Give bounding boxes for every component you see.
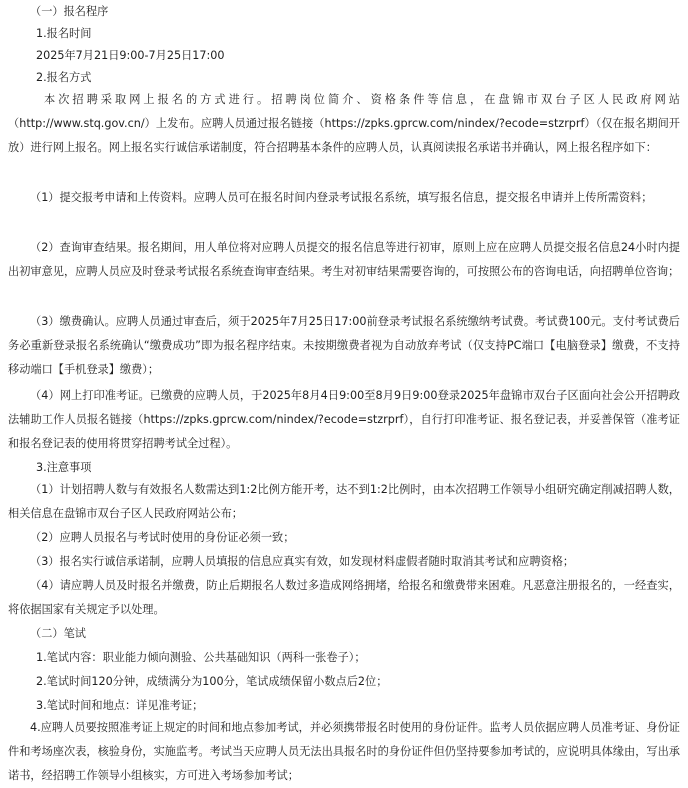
step-1: （1）提交报考申请和上传资料。应聘人员可在报名时间内登录考试报名系统，填写报名信息，提交报名申请并上传所需资料；	[30, 191, 653, 204]
reg-method-paragraph: 本次招聘采取网上报名的方式进行。招聘岗位简介、资格条件等信息，在盘锦市双台子区人民政府网站（http://www.stq.gov.cn/）上发布。应聘人员通过报名链接（https://zpks.gprcw.com/nindex/?ecode=stzrprf）（仅在报名期间开放）进行网上报名。网上报名实行诚信承诺制度，符合招聘基本条件的应聘人员，认真阅读报名承诺书并确认，网上报名程序如下：	[8, 93, 680, 154]
notes-title: 3.注意事项	[36, 461, 92, 474]
exam-item-3: 3.笔试时间和地点：详见准考证；	[36, 699, 204, 712]
section2-heading: （二）笔试	[30, 627, 86, 640]
note-1: （1）计划招聘人数与有效报名人数需达到1:2比例方能开考，达不到1:2比例时，由本次招聘工作领导小组研究确定削减招聘人数，相关信息在盘锦市双台子区人民政府网站公布；	[8, 483, 680, 520]
note-4: （4）请应聘人员及时报名并缴费，防止后期报名人数过多造成网络拥堵，给报名和缴费带来困难。凡恶意注册报名的，一经查实，将依据国家有关规定予以处理。	[8, 579, 680, 616]
step-4: （4）网上打印准考证。已缴费的应聘人员，于2025年8月4日9:00至8月9日9:00登录2025年盘锦市双台子区面向社会公开招聘政法辅助工作人员报名链接（https://zpks.gprcw.com/nindex/?ecode=stzrprf），自行打印准考证、报名登记表，并妥善保管（准考证和报名登记表的使用将贯穿招聘考试全过程）。	[8, 389, 680, 450]
step-2: （2）查询审查结果。报名期间，用人单位将对应聘人员提交的报名信息等进行初审，原则上应在应聘人员提交报名信息24小时内提出初审意见，应聘人员应及时登录考试报名系统查询审查结果。考生对初审结果需要咨询的，可按照公布的咨询电话，向招聘单位咨询；	[8, 241, 680, 278]
section1-heading: （一）报名程序	[30, 5, 109, 18]
step-3: （3）缴费确认。应聘人员通过审查后，须于2025年7月25日17:00前登录考试报名系统缴纳考试费。考试费100元。支付考试费后务必重新登录报名系统确认“缴费成功”即为报名程序结束。未按期缴费者视为自动放弃考试（仅支持PC端口【电脑登录】缴费，不支持移动端口【手机登录】缴费）；	[8, 315, 680, 376]
note-3: （3）报名实行诚信承诺制，应聘人员填报的信息应真实有效，如发现材料虚假者随时取消其考试和应聘资格；	[30, 555, 575, 568]
reg-time-title: 1.报名时间	[36, 27, 92, 40]
note-2: （2）应聘人员报名与考试时使用的身份证必须一致；	[30, 531, 295, 544]
reg-method-title: 2.报名方式	[36, 71, 92, 84]
reg-time-value: 2025年7月21日9:00-7月25日17:00	[36, 49, 225, 62]
exam-item-1: 1.笔试内容：职业能力倾向测验、公共基础知识（两科一张卷子）；	[36, 651, 366, 664]
exam-item-4: 4.应聘人员要按照准考证上规定的时间和地点参加考试，并必须携带报名时使用的身份证件。监考人员依据应聘人员准考证、身份证件和考场座次表，核验身份，实施监考。考试当天应聘人员无法出具报名时的身份证件但仍坚持要参加考试的，应说明具体缘由，写出承诺书，经招聘工作领导小组核实，方可进入考场参加考试；	[8, 721, 680, 782]
exam-item-2: 2.笔试时间120分钟，成绩满分为100分，笔试成绩保留小数点后2位；	[36, 675, 388, 688]
